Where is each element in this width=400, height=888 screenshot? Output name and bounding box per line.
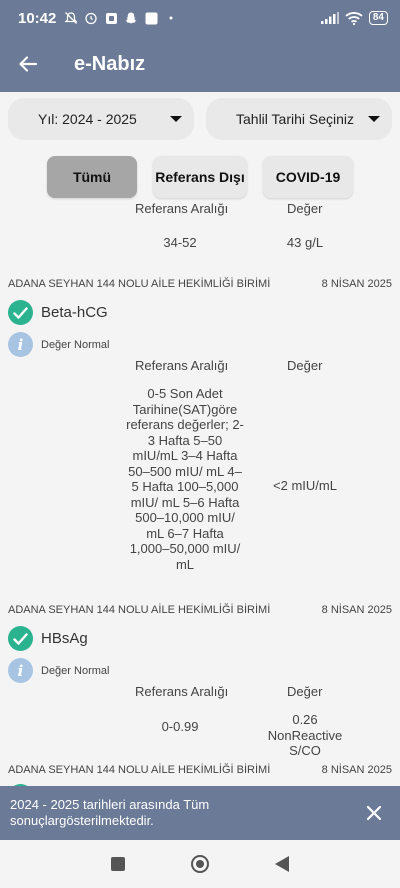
check-icon xyxy=(8,626,33,651)
value-header: Değer xyxy=(287,201,323,216)
status-row xyxy=(8,658,109,683)
do-not-disturb-icon xyxy=(64,11,78,25)
home-button[interactable] xyxy=(191,855,209,873)
status-text: Değer Normal xyxy=(41,664,110,677)
chip-all[interactable] xyxy=(47,156,137,198)
ref-range-value: 0-0.99 xyxy=(161,719,199,734)
app-icon xyxy=(144,11,158,25)
result-date: 8 NİSAN 2025 xyxy=(321,278,392,290)
result-value: <2 mIU/mL xyxy=(273,478,337,493)
battery-icon: 84 xyxy=(369,11,388,25)
ref-range-value: 0-5 Son Adet Tarihine(SAT)göre referans değerler; 2-3 Hafta 5–50 mIU/mL 3–4 Hafta 50–500 mIU/ mL 4–5 Hafta 100–5,000 mIU/ mL 5–6 Hafta 500–10,000 mIU/ mL 6–7 Hafta 1,000–50,000 mIU/ mL xyxy=(126,386,244,572)
clinic-name: ADANA SEYHAN 144 NOLU AİLE HEKİMLİĞİ BİRİMİ xyxy=(8,764,271,776)
results-list[interactable] xyxy=(0,200,400,786)
back-button[interactable] xyxy=(0,36,56,92)
arrow-left-icon xyxy=(18,54,38,74)
status-row xyxy=(8,332,109,357)
snapchat-icon xyxy=(124,11,138,25)
app-bar xyxy=(0,36,400,92)
result-date: 8 NİSAN 2025 xyxy=(321,764,392,776)
signal-icon xyxy=(321,11,339,25)
dot xyxy=(164,11,178,25)
test-name: Beta-hCG xyxy=(41,304,108,321)
test-row[interactable] xyxy=(8,300,108,325)
card-header xyxy=(8,604,392,616)
status-bar xyxy=(0,0,400,36)
system-nav-bar xyxy=(0,840,400,888)
ref-range-header: Referans Aralığı xyxy=(135,201,229,216)
info-icon: i xyxy=(8,658,33,683)
chip-out-of-range-label: Referans Dışı xyxy=(155,169,245,185)
year-dropdown-label: Yıl: 2024 - 2025 xyxy=(38,111,137,127)
clinic-name: ADANA SEYHAN 144 NOLU AİLE HEKİMLİĞİ BİRİMİ xyxy=(8,278,271,290)
filter-bar xyxy=(8,98,392,140)
alarm-icon xyxy=(84,11,98,25)
back-nav-button[interactable] xyxy=(275,856,289,872)
chip-covid[interactable] xyxy=(263,156,353,198)
close-button[interactable] xyxy=(360,799,388,827)
chevron-down-icon xyxy=(170,116,182,122)
clinic-name: ADANA SEYHAN 144 NOLU AİLE HEKİMLİĞİ BİRİMİ xyxy=(8,604,271,616)
card-header xyxy=(8,764,392,776)
page-title: e-Nabız xyxy=(74,52,146,75)
home-icon xyxy=(196,860,204,868)
wifi-icon xyxy=(345,11,363,25)
ref-range-header: Referans Aralığı xyxy=(135,684,229,699)
value-header: Değer xyxy=(287,684,323,699)
close-icon xyxy=(366,805,382,821)
chip-all-label: Tümü xyxy=(72,169,112,185)
card-header xyxy=(8,278,392,290)
result-value: 0.26 NonReactive S/CO xyxy=(267,712,343,758)
chip-out-of-range[interactable] xyxy=(153,156,247,198)
check-icon xyxy=(8,300,33,325)
status-time: 10:42 xyxy=(18,9,57,27)
snackbar xyxy=(0,786,400,840)
year-dropdown[interactable] xyxy=(8,98,194,140)
chip-covid-label: COVID-19 xyxy=(275,169,341,185)
result-value: 43 g/L xyxy=(286,235,324,250)
snackbar-message: 2024 - 2025 tarihleri arasında Tüm sonuçlargösterilmektedir. xyxy=(10,797,210,828)
test-name: HBsAg xyxy=(41,630,88,647)
ref-range-value: 34-52 xyxy=(163,235,197,250)
recents-button[interactable] xyxy=(111,857,125,871)
value-header: Değer xyxy=(287,358,323,373)
info-icon: i xyxy=(8,332,33,357)
result-date: 8 NİSAN 2025 xyxy=(321,604,392,616)
chevron-down-icon xyxy=(368,116,380,122)
date-dropdown-label: Tahlil Tarihi Seçiniz xyxy=(236,111,355,127)
filter-chips xyxy=(47,156,353,198)
date-dropdown[interactable] xyxy=(206,98,392,140)
ref-range-header: Referans Aralığı xyxy=(135,358,229,373)
test-row[interactable] xyxy=(8,626,88,651)
status-text: Değer Normal xyxy=(41,338,110,351)
app-icon xyxy=(104,11,118,25)
